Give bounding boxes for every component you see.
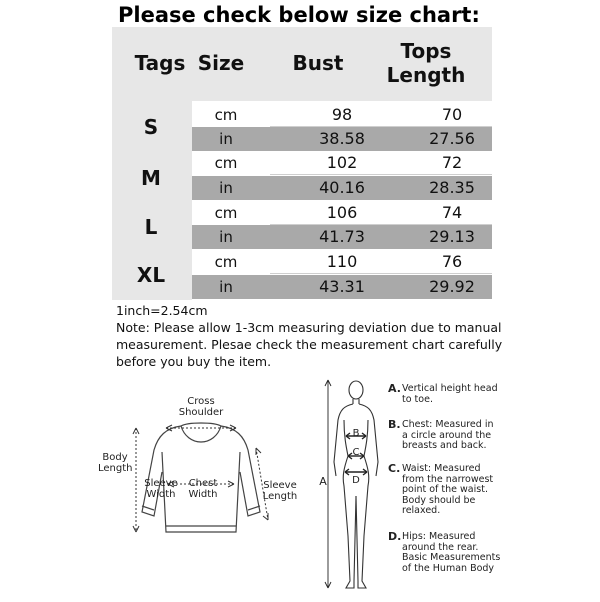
header-tops-length-line2: Length <box>386 63 466 87</box>
bust-cell: 40.16 <box>319 178 365 197</box>
size-tag: L <box>144 215 158 239</box>
garment-diagram <box>96 392 306 542</box>
length-cell: 74 <box>441 203 463 222</box>
chest-width-text-2: Width <box>188 489 218 500</box>
legend-item-d <box>388 532 508 574</box>
body-measurement-figure <box>312 376 392 598</box>
legend-key: D. <box>388 530 402 543</box>
conversion-note: 1inch=2.54cm <box>116 303 208 318</box>
legend-key: A. <box>388 382 401 395</box>
legend-item-a <box>388 384 508 405</box>
legend-key: B. <box>388 418 401 431</box>
cross-shoulder-label <box>178 396 224 418</box>
note-line-2: measurement. Plesae check the measurement chart carefully <box>116 337 503 352</box>
table-row <box>192 225 492 249</box>
length-cell: 28.35 <box>429 178 475 197</box>
table-header <box>112 27 492 101</box>
size-tag: XL <box>136 263 166 287</box>
note-line-1: Note: Please allow 1-3cm measuring deviation due to manual <box>116 320 502 335</box>
bust-cell: 41.73 <box>319 227 365 246</box>
body-length-text-2: Length <box>98 463 133 474</box>
legend-text: Hips: Measured around the rear. Basic Measurements of the Human Body <box>402 531 501 574</box>
unit-cell: in <box>219 228 233 246</box>
sleeve-width-text-1: Sleeve <box>144 478 178 489</box>
size-tag: M <box>141 166 161 190</box>
table-row <box>192 127 492 151</box>
label-d: D <box>352 475 360 486</box>
table-row <box>192 103 492 127</box>
length-cell: 72 <box>441 153 463 172</box>
header-tops-length-line1: Tops <box>400 39 452 63</box>
table-row <box>192 151 492 175</box>
sleeve-length-text-1: Sleeve <box>263 480 297 491</box>
legend-key: C. <box>388 462 401 475</box>
bust-cell: 38.58 <box>319 129 365 148</box>
legend-item-c <box>388 464 508 517</box>
tag-column <box>112 101 192 300</box>
header-size: Size <box>197 51 245 75</box>
body-length-text-1: Body <box>102 452 128 463</box>
label-a: A <box>319 475 327 488</box>
bust-cell: 110 <box>326 252 358 271</box>
legend-text: Chest: Measured in a circle around the breasts and back. <box>402 419 494 451</box>
sleeve-width-text-2: Width <box>146 489 176 500</box>
cross-shoulder-text-2: Shoulder <box>178 407 224 418</box>
unit-cell: in <box>219 130 233 148</box>
length-cell: 29.13 <box>429 227 475 246</box>
table-row <box>192 176 492 200</box>
label-c: C <box>352 447 360 458</box>
unit-cell: cm <box>214 204 238 222</box>
unit-cell: in <box>219 278 233 296</box>
length-cell: 29.92 <box>429 277 475 296</box>
header-tags: Tags <box>134 51 186 75</box>
legend-item-b <box>388 420 508 452</box>
chest-width-text-1: Chest <box>188 478 218 489</box>
bust-cell: 102 <box>326 153 358 172</box>
legend-text: Vertical height head to toe. <box>402 383 498 405</box>
label-b: B <box>352 428 360 439</box>
bust-cell: 98 <box>331 105 353 124</box>
length-cell: 27.56 <box>429 129 475 148</box>
bust-cell: 43.31 <box>319 277 365 296</box>
sleeve-length-label <box>260 480 300 502</box>
length-cell: 70 <box>441 105 463 124</box>
unit-cell: in <box>219 179 233 197</box>
length-cell: 76 <box>441 252 463 271</box>
header-bust: Bust <box>292 51 344 75</box>
body-length-label <box>98 452 132 474</box>
cross-shoulder-text-1: Cross <box>187 396 215 407</box>
table-row <box>192 201 492 225</box>
chest-width-label <box>186 478 220 500</box>
unit-cell: cm <box>214 106 238 124</box>
size-tag: S <box>143 115 159 139</box>
table-row <box>192 250 492 274</box>
unit-cell: cm <box>214 253 238 271</box>
sleeve-length-text-2: Length <box>262 491 298 502</box>
size-chart-table <box>112 27 492 300</box>
bust-cell: 106 <box>326 203 358 222</box>
unit-cell: cm <box>214 154 238 172</box>
table-row <box>192 275 492 299</box>
legend-text: Waist: Measured from the narrowest point of the waist. Body should be relaxed. <box>402 463 494 516</box>
note-line-3: before you buy the item. <box>116 354 272 369</box>
header-tops-length <box>366 39 486 87</box>
sleeve-width-label <box>144 478 178 500</box>
page-title: Please check below size chart: <box>118 3 480 27</box>
